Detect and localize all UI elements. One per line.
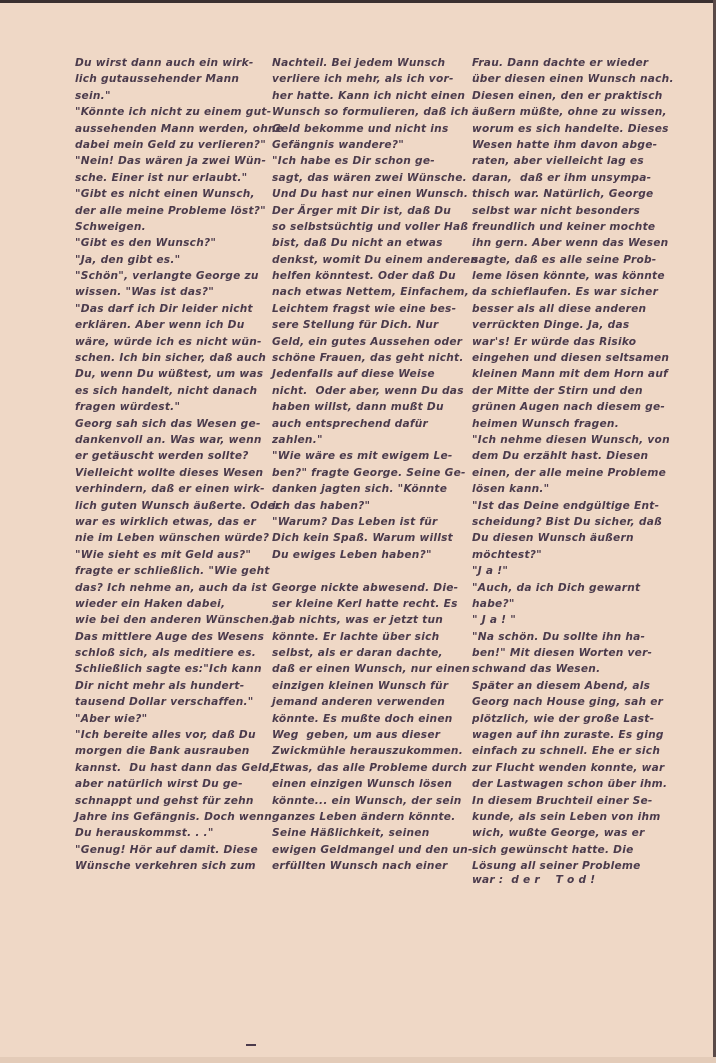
text-line: so selbstsüchtig und voller Haß (272, 220, 469, 233)
text-line: "Wie sieht es mit Geld aus?" (75, 548, 252, 561)
text-line: selbst war nicht besonders (472, 204, 641, 217)
text-line: "Nein! Das wären ja zwei Wün- (75, 155, 267, 168)
text-line: ganzes Leben ändern könnte. (272, 810, 456, 823)
text-line: morgen die Bank ausrauben (75, 745, 250, 758)
text-line: aussehenden Mann werden, ohne (75, 122, 284, 135)
text-line: "Schön", verlangte George zu (75, 270, 259, 283)
text-line: eingehen und diesen seltsamen (472, 352, 670, 365)
text-column-3 (472, 55, 692, 891)
text-line: her hatte. Kann ich nicht einen (272, 89, 466, 102)
text-line: grünen Augen nach diesem ge- (472, 401, 666, 414)
text-line: "Ja, den gibt es." (75, 253, 181, 266)
text-line (272, 563, 467, 579)
text-line: kleinen Mann mit dem Horn auf (472, 368, 668, 381)
text-line: "Na schön. Du sollte ihn ha- (472, 630, 646, 643)
text-line: habe?" (472, 597, 515, 610)
text-line: nicht. Oder aber, wenn Du das (272, 384, 464, 397)
text-line: Dir nicht mehr als hundert- (75, 679, 245, 692)
text-line: Wunsch so formulieren, daß ich (272, 106, 469, 119)
text-line: "J a !" (472, 565, 509, 578)
text-line: äußern müßte, ohne zu wissen, (472, 106, 667, 119)
text-line: über diesen einen Wunsch nach. (472, 73, 674, 86)
text-line: zur Flucht wenden konnte, war (472, 761, 665, 774)
text-line: verliere ich mehr, als ich vor- (272, 73, 454, 86)
text-line: "Genug! Hör auf damit. Diese (75, 843, 258, 856)
text-line: er getäuscht werden sollte? (75, 450, 249, 463)
text-line: möchtest?" (472, 548, 542, 561)
text-line: Seine Häßlichkeit, seinen (272, 827, 430, 840)
text-line: jemand anderen verwenden (272, 696, 446, 709)
text-line: In diesem Bruchteil einer Se- (472, 794, 653, 807)
text-line: "Warum? Das Leben ist für (272, 515, 438, 528)
text-line: Frau. Dann dachte er wieder (472, 57, 649, 69)
text-line: verhindern, daß er einen wirk- (75, 483, 265, 496)
text-line: ser kleine Kerl hatte recht. Es (272, 597, 458, 610)
text-line: Gefängnis wandere?" (272, 138, 404, 151)
text-line: auch entsprechend dafür (272, 417, 428, 430)
text-line: Jahre ins Gefängnis. Doch wenn (75, 810, 272, 823)
text-line: erklären. Aber wenn ich Du (75, 319, 245, 332)
text-line: der Lastwagen schon über ihm. (472, 778, 668, 791)
text-line: Diesen einen, den er praktisch (472, 89, 663, 102)
text-line: ich das haben?" (272, 499, 371, 512)
page-mark (246, 1044, 256, 1046)
text-line: einen, der alle meine Probleme (472, 466, 667, 479)
text-line: Wünsche verkehren sich zum (75, 860, 256, 873)
text-line: ben!" Mit diesen Worten ver- (472, 647, 653, 660)
text-line: war's! Er würde das Risiko (472, 335, 637, 348)
text-line: Das mittlere Auge des Wesens (75, 630, 265, 643)
text-line: nie im Leben wünschen würde? (75, 532, 270, 545)
text-line: wissen. "Was ist das?" (75, 286, 214, 299)
text-line: der Mitte der Stirn und den (472, 384, 643, 397)
text-line: plötzlich, wie der große Last- (472, 712, 655, 725)
text-line: "Ich nehme diesen Wunsch, von (472, 433, 670, 446)
text-line: Leichtem fragst wie eine bes- (272, 302, 457, 315)
text-line: sein." (75, 89, 111, 102)
text-line: schnappt und gehst für zehn (75, 794, 254, 807)
text-line: sche. Einer ist nur erlaubt." (75, 171, 248, 184)
text-line: fragen würdest." (75, 401, 181, 414)
text-line: Schließlich sagte es:"Ich kann (75, 663, 262, 676)
text-line: dabei mein Geld zu verlieren?" (75, 138, 266, 151)
text-line: Georg sah sich das Wesen ge- (75, 417, 261, 430)
text-line: sagt, das wären zwei Wünsche. (272, 171, 467, 184)
text-line: daß er einen Wunsch, nur einen (272, 663, 471, 676)
text-column-1 (75, 55, 284, 875)
text-line: Der Ärger mit Dir ist, daß Du (272, 204, 452, 217)
text-line: könnte. Er lachte über sich (272, 630, 440, 643)
text-line: Lösung all seiner Probleme (472, 860, 641, 873)
text-line: Du diesen Wunsch äußern (472, 532, 634, 545)
text-line: da schieflaufen. Es war sicher (472, 286, 659, 299)
text-line: Weg geben, um aus dieser (272, 729, 441, 742)
text-line: wagen auf ihn zuraste. Es ging (472, 729, 664, 742)
text-line: dem Du erzählt hast. Diesen (472, 450, 649, 463)
text-line: Etwas, das alle Probleme durch (272, 761, 468, 774)
text-line: raten, aber vielleicht lag es (472, 155, 644, 168)
text-line: "Aber wie?" (75, 712, 148, 725)
text-line: Und Du hast nur einen Wunsch. (272, 188, 469, 201)
text-line: schwand das Wesen. (472, 663, 601, 676)
text-line: der alle meine Probleme löst?" (75, 204, 266, 217)
text-line: bist, daß Du nicht an etwas (272, 237, 443, 250)
text-line: tausend Dollar verschaffen." (75, 696, 254, 709)
text-line: lich guten Wunsch äußerte. Oder (75, 499, 281, 512)
text-line: danken jagten sich. "Könnte (272, 483, 448, 496)
text-line: sagte, daß es alle seine Prob- (472, 253, 657, 266)
text-line: wäre, würde ich es nicht wün- (75, 335, 262, 348)
text-line: fragte er schließlich. "Wie geht (75, 565, 270, 578)
text-line: "Ich habe es Dir schon ge- (272, 155, 435, 168)
text-line: Später an diesem Abend, als (472, 679, 651, 692)
text-line: wich, wußte George, was er (472, 827, 645, 840)
text-line: war es wirklich etwas, das er (75, 515, 257, 528)
text-line: das? Ich nehme an, auch da ist (75, 581, 268, 594)
text-line: aber natürlich wirst Du ge- (75, 778, 243, 791)
text-line: sich gewünscht hatte. Die (472, 843, 634, 856)
text-line: Vielleicht wollte dieses Wesen (75, 466, 264, 479)
text-line: Du herauskommst. . ." (75, 827, 214, 840)
text-line: schöne Frauen, das geht nicht. (272, 352, 464, 365)
text-line: Nachteil. Bei jedem Wunsch (272, 57, 446, 69)
text-line: schen. Ich bin sicher, daß auch (75, 352, 267, 365)
text-line: Zwickmühle herauszukommen. (272, 745, 463, 758)
text-line: lösen kann." (472, 483, 550, 496)
text-line: Du wirst dann auch ein wirk- (75, 57, 254, 69)
text-line: scheidung? Bist Du sicher, daß (472, 515, 662, 528)
text-line: einzigen kleinen Wunsch für (272, 679, 449, 692)
text-line: ben?" fragte George. Seine Ge- (272, 466, 466, 479)
text-line: Dich kein Spaß. Warum willst (272, 532, 453, 545)
text-line: gab nichts, was er jetzt tun (272, 614, 444, 627)
text-line: haben willst, dann mußt Du (272, 401, 444, 414)
text-line: schloß sich, als meditiere es. (75, 647, 257, 660)
text-line: nach etwas Nettem, Einfachem, (272, 286, 469, 299)
text-line: Wesen hatte ihm davon abge- (472, 138, 658, 151)
text-line: freundlich und keiner mochte (472, 220, 656, 233)
text-line: besser als all diese anderen (472, 302, 647, 315)
text-line: Du, wenn Du wüßtest, um was (75, 368, 264, 381)
text-line: Jedenfalls auf diese Weise (272, 368, 435, 381)
text-line: daran, daß er ihm unsympa- (472, 171, 652, 184)
text-line: war : d e r T o d ! (472, 873, 596, 886)
text-line: könnte... ein Wunsch, der sein (272, 794, 462, 807)
text-line: wie bei den anderen Wünschen." (75, 614, 280, 627)
text-line: " J a ! " (472, 614, 516, 627)
text-line: kunde, als sein Leben von ihm (472, 810, 661, 823)
text-line: Geld bekomme und nicht ins (272, 122, 449, 135)
text-line: sere Stellung für Dich. Nur (272, 319, 439, 332)
text-line: "Das darf ich Dir leider nicht (75, 302, 253, 315)
text-column-2 (272, 55, 479, 875)
text-line: wieder ein Haken dabei, (75, 597, 226, 610)
text-line: einen einzigen Wunsch lösen (272, 778, 453, 791)
text-line: ihn gern. Aber wenn das Wesen (472, 237, 669, 250)
text-line: helfen könntest. Oder daß Du (272, 270, 456, 283)
page-bottom-edge (0, 1057, 716, 1063)
text-line: ewigen Geldmangel und den un- (272, 843, 473, 856)
text-line: dankenvoll an. Was war, wenn (75, 433, 262, 446)
text-line: könnte. Es mußte doch einen (272, 712, 453, 725)
text-line: Du ewiges Leben haben?" (272, 548, 432, 561)
text-line: heimen Wunsch fragen. (472, 417, 619, 430)
text-line: lich gutaussehender Mann (75, 73, 240, 86)
text-line: Geld, ein gutes Aussehen oder (272, 335, 463, 348)
text-line: "Gibt es den Wunsch?" (75, 237, 217, 250)
text-line: kannst. Du hast dann das Geld, (75, 761, 274, 774)
text-line: "Wie wäre es mit ewigem Le- (272, 450, 453, 463)
page-top-edge (0, 0, 716, 3)
text-line: Georg nach House ging, sah er (472, 696, 664, 709)
text-line: erfüllten Wunsch nach einer (272, 860, 448, 873)
text-line: worum es sich handelte. Dieses (472, 122, 669, 135)
text-line: verrückten Dinge. Ja, das (472, 319, 630, 332)
text-line: thisch war. Natürlich, George (472, 188, 654, 201)
text-line: "Ich bereite alles vor, daß Du (75, 729, 256, 742)
text-line: "Auch, da ich Dich gewarnt (472, 581, 641, 594)
text-line: einfach zu schnell. Ehe er sich (472, 745, 661, 758)
text-line: "Könnte ich nicht zu einem gut- (75, 106, 272, 119)
text-line: zahlen." (272, 433, 323, 446)
text-line: es sich handelt, nicht danach (75, 384, 258, 397)
text-line: "Gibt es nicht einen Wunsch, (75, 188, 255, 201)
text-line: "Ist das Deine endgültige Ent- (472, 499, 660, 512)
text-line: selbst, als er daran dachte, (272, 647, 443, 660)
text-line: Schweigen. (75, 220, 146, 233)
text-line: leme lösen könnte, was könnte (472, 270, 665, 283)
text-line: denkst, womit Du einem anderen (272, 253, 479, 266)
text-line: George nickte abwesend. Die- (272, 581, 459, 594)
